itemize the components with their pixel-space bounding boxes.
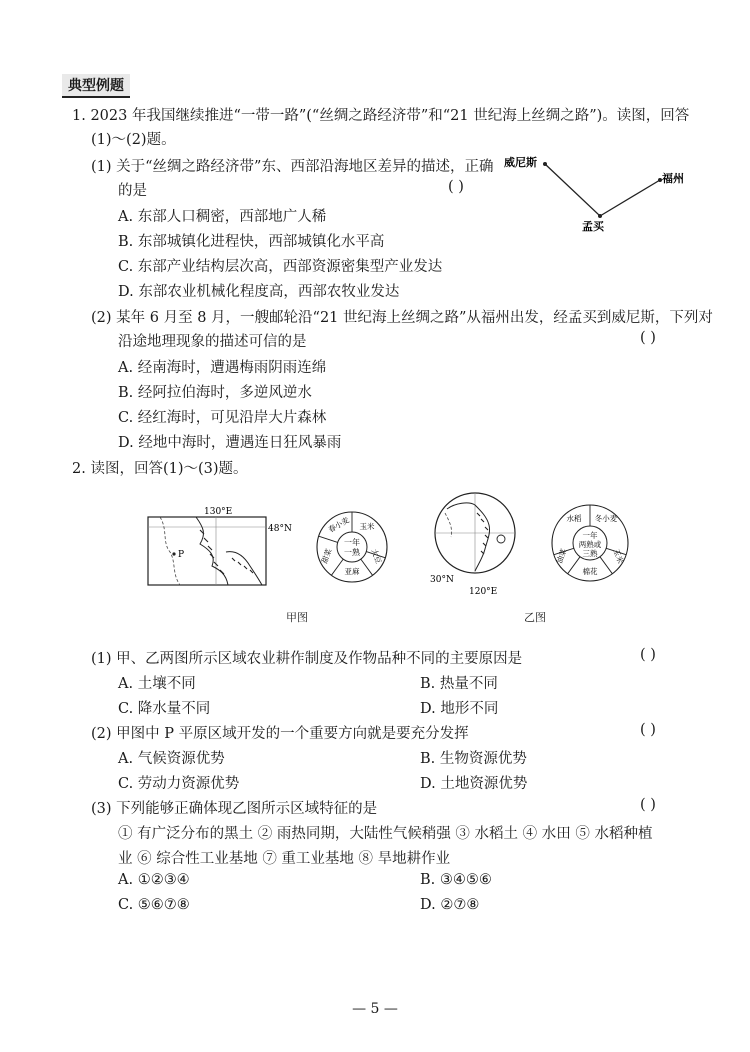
fig-jia-crop-3: 大豆 <box>369 547 384 565</box>
q1-sub2-line2: 沿途地理现象的描述可信的是 <box>118 334 307 350</box>
fig-jia-caption: 甲图 <box>286 611 308 624</box>
q2-sub1-option-a[interactable]: A. 土壤不同 <box>118 676 196 692</box>
fig-jia-center-1: 一年 <box>344 538 360 547</box>
fig-yi-crop-4: 油菜 <box>554 547 569 565</box>
q2-sub2-option-a[interactable]: A. 气候资源优势 <box>118 751 225 767</box>
map-label-venice: 威尼斯 <box>504 156 537 169</box>
q2-sub1-option-b[interactable]: B. 热量不同 <box>420 676 498 692</box>
q1-sub1-option-d[interactable]: D. 东部农业机械化程度高，西部农牧业发达 <box>118 284 400 300</box>
fig-yi-center-1: 一年 <box>582 531 598 540</box>
q1-sub1-option-b[interactable]: B. 东部城镇化进程快，西部城镇化水平高 <box>118 234 385 250</box>
q2-sub2-option-c[interactable]: C. 劳动力资源优势 <box>118 776 240 792</box>
q2-sub3-option-b[interactable]: B. ③④⑤⑥ <box>420 872 492 888</box>
fig-jia-p-label: P <box>178 550 185 560</box>
q2-sub1-answer-paren[interactable]: ( ) <box>640 647 656 663</box>
q2-sub3-answer-paren[interactable]: ( ) <box>640 797 656 813</box>
q1-sub2-option-d[interactable]: D. 经地中海时，遭遇连日狂风暴雨 <box>118 435 342 451</box>
q2-sub3-option-c[interactable]: C. ⑤⑥⑦⑧ <box>118 897 190 913</box>
fig-jia-crop-1: 春小麦 <box>326 515 351 535</box>
q2-sub2-option-d[interactable]: D. 土地资源优势 <box>420 776 528 792</box>
fig-yi-lon-label: 120°E <box>469 587 498 597</box>
q1-stem-line1: 1. 2023 年我国继续推进“一带一路”(“丝绸之路经济带”和“21 世纪海上丝绸之路”)。读图，回答 <box>72 108 690 124</box>
fig-yi-crop-3: 棉花 <box>582 567 598 576</box>
q1-sub1-line2: 的是 <box>118 183 147 199</box>
q1-stem-line2: (1)～(2)题。 <box>91 132 176 148</box>
q2-sub3-items-line2: 业 ⑥ 综合性工业基地 ⑦ 重工业基地 ⑧ 旱地耕作业 <box>118 851 451 867</box>
fig-yi-crop-1: 冬小麦 <box>594 514 618 523</box>
q2-stem: 2. 读图，回答(1)～(3)题。 <box>72 461 248 477</box>
q2-sub3-option-d[interactable]: D. ②⑦⑧ <box>420 897 480 913</box>
fig-jia-crop-2: 玉米 <box>359 522 375 531</box>
fig-jia-crop-5: 甜菜 <box>319 547 334 565</box>
q2-sub1-option-c[interactable]: C. 降水量不同 <box>118 701 211 717</box>
fig-jia-lon-label: 130°E <box>204 507 233 517</box>
map-label-fuzhou: 福州 <box>662 172 684 185</box>
fig-yi-center-2: 两熟或 <box>578 540 602 549</box>
q1-sub1-option-a[interactable]: A. 东部人口稠密，西部地广人稀 <box>118 209 327 225</box>
fig-yi-lat-label: 30°N <box>430 575 454 585</box>
route-map <box>500 150 700 240</box>
fig-yi-crop-2: 玉米 <box>611 547 626 565</box>
figure-yi <box>425 487 640 602</box>
q2-sub3-text: (3) 下列能够正确体现乙图所示区域特征的是 <box>91 801 378 817</box>
q2-sub2-answer-paren[interactable]: ( ) <box>640 722 656 738</box>
q1-sub2-answer-paren[interactable]: ( ) <box>640 330 656 346</box>
q2-sub2-option-b[interactable]: B. 生物资源优势 <box>420 751 527 767</box>
q1-sub2-option-a[interactable]: A. 经南海时，遭遇梅雨阴雨连绵 <box>118 360 327 376</box>
fig-jia-center-2: 一熟 <box>344 548 360 557</box>
fig-jia-crop-4: 亚麻 <box>344 567 360 576</box>
q1-sub1-line1: (1) 关于“丝绸之路经济带”东、西部沿海地区差异的描述，正确 <box>91 159 494 175</box>
fig-yi-crop-5: 水稻 <box>566 514 582 523</box>
q2-sub2-text: (2) 甲图中 P 平原区域开发的一个重要方向就是要充分发挥 <box>91 726 469 742</box>
q2-sub3-option-a[interactable]: A. ①②③④ <box>118 872 190 888</box>
q2-sub1-option-d[interactable]: D. 地形不同 <box>420 701 499 717</box>
section-title: 典型例题 <box>62 74 130 98</box>
q1-sub2-option-c[interactable]: C. 经红海时，可见沿岸大片森林 <box>118 410 327 426</box>
map-label-mumbai: 孟买 <box>582 220 604 233</box>
q1-sub1-option-c[interactable]: C. 东部产业结构层次高，西部资源密集型产业发达 <box>118 259 443 275</box>
q1-sub2-line1: (2) 某年 6 月至 8 月，一艘邮轮沿“21 世纪海上丝绸之路”从福州出发，经孟买到威尼斯，下列对 <box>91 310 713 326</box>
figure-jia <box>140 500 400 600</box>
fig-jia-lat-label: 48°N <box>268 524 292 534</box>
q2-sub3-items-line1: ① 有广泛分布的黑土 ② 雨热同期，大陆性气候稍强 ③ 水稻土 ④ 水田 ⑤ 水稻种植 <box>118 826 653 842</box>
fig-yi-caption: 乙图 <box>524 611 546 624</box>
q1-sub2-option-b[interactable]: B. 经阿拉伯海时，多逆风逆水 <box>118 385 312 401</box>
q1-sub1-answer-paren[interactable]: ( ) <box>448 179 464 195</box>
page-number: — 5 — <box>352 1001 398 1017</box>
q2-sub1-text: (1) 甲、乙两图所示区域农业耕作制度及作物品种不同的主要原因是 <box>91 651 523 667</box>
fig-yi-center-3: 三熟 <box>582 549 598 558</box>
